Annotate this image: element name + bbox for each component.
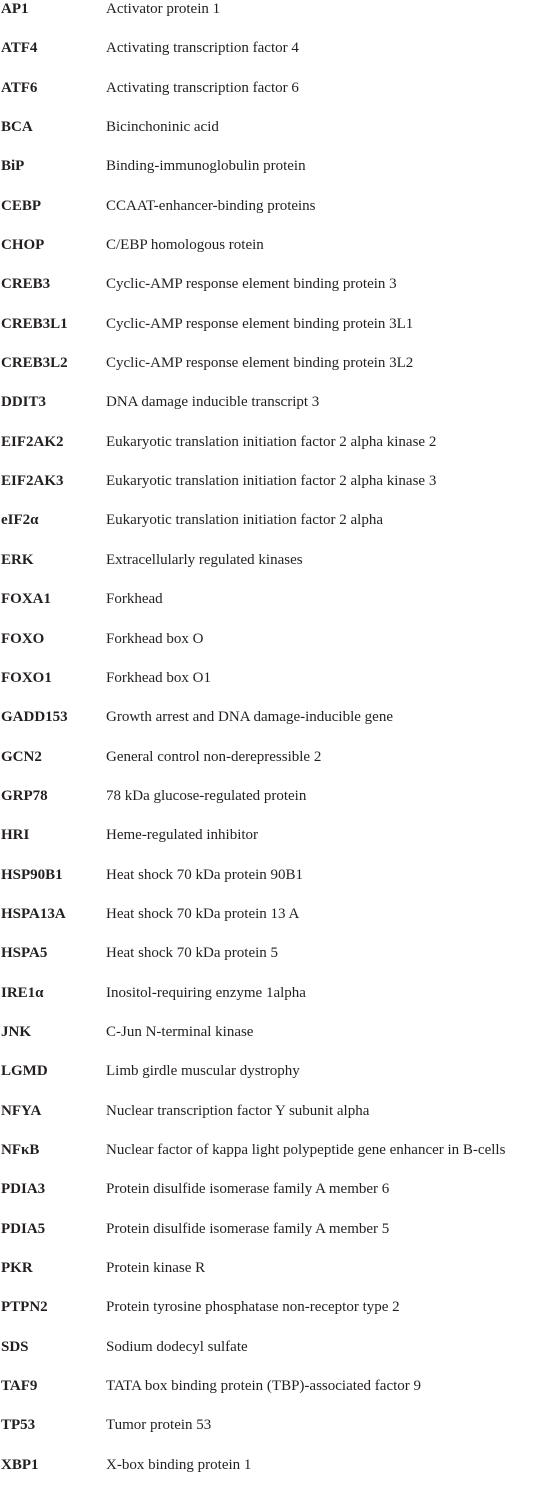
abbreviation-definition: Eukaryotic translation initiation factor 2 alpha kinase 3: [106, 473, 437, 490]
abbreviation-row: [0, 1416, 558, 1455]
abbreviation-row: [0, 79, 558, 118]
abbreviation-term: FOXO: [1, 630, 45, 647]
abbreviation-row: [0, 984, 558, 1023]
abbreviation-term: HSPA5: [1, 945, 48, 962]
abbreviation-definition: Forkhead box O1: [106, 669, 211, 686]
abbreviation-definition: Protein disulfide isomerase family A member 6: [106, 1181, 390, 1198]
abbreviation-term: EIF2AK3: [1, 473, 64, 490]
abbreviation-row: [0, 1102, 558, 1141]
abbreviation-definition: Cyclic-AMP response element binding protein 3L2: [106, 355, 414, 372]
abbreviation-definition: Forkhead: [106, 591, 163, 608]
abbreviation-row: [0, 787, 558, 826]
abbreviation-term: PTPN2: [1, 1299, 48, 1316]
abbreviation-term: DDIT3: [1, 394, 47, 411]
abbreviation-row: [0, 748, 558, 787]
abbreviation-term: HSP90B1: [1, 866, 63, 883]
abbreviation-definition: Eukaryotic translation initiation factor 2 alpha kinase 2: [106, 433, 437, 450]
abbreviation-definition: Sodium dodecyl sulfate: [106, 1338, 248, 1355]
abbreviation-term: PDIA3: [1, 1181, 46, 1198]
abbreviation-row: [0, 1180, 558, 1219]
abbreviation-definition: CCAAT-enhancer-binding proteins: [106, 197, 316, 214]
abbreviation-term: TAF9: [1, 1378, 38, 1395]
abbreviation-term: ATF6: [1, 79, 38, 96]
abbreviation-row: [0, 433, 558, 472]
abbreviation-row: [0, 1220, 558, 1259]
abbreviation-definition: Activator protein 1: [106, 1, 221, 17]
abbreviation-row: [0, 905, 558, 944]
abbreviation-term: CREB3: [1, 276, 51, 293]
abbreviation-definition: DNA damage inducible transcript 3: [106, 394, 320, 411]
abbreviation-definition: Nuclear factor of kappa light polypeptide gene enhancer in B-cells: [106, 1141, 506, 1158]
abbreviation-definition: X-box binding protein 1: [106, 1456, 252, 1473]
abbreviation-term: GADD153: [1, 709, 68, 726]
abbreviation-definition: Limb girdle muscular dystrophy: [106, 1063, 300, 1080]
abbreviation-term: AP1: [1, 1, 29, 17]
abbreviation-term: GRP78: [1, 787, 48, 804]
abbreviation-definition: Tumor protein 53: [106, 1417, 212, 1434]
abbreviation-term: ATF4: [1, 40, 38, 57]
abbreviation-definition: Activating transcription factor 6: [106, 79, 299, 96]
abbreviation-term: NFκB: [1, 1141, 40, 1158]
abbreviation-row: [0, 669, 558, 708]
abbreviation-row: [0, 944, 558, 983]
abbreviation-row: [0, 1338, 558, 1377]
abbreviation-definition: Inositol-requiring enzyme 1alpha: [106, 984, 306, 1001]
abbreviation-row: [0, 0, 558, 39]
abbreviation-definition: Eukaryotic translation initiation factor 2 alpha: [106, 512, 383, 529]
abbreviation-row: [0, 1023, 558, 1062]
abbreviation-definition: Heat shock 70 kDa protein 13 A: [106, 905, 300, 922]
abbreviation-definition: C-Jun N-terminal kinase: [106, 1023, 254, 1040]
abbreviation-term: NFYA: [1, 1102, 42, 1119]
abbreviation-row: [0, 472, 558, 511]
abbreviation-term: JNK: [1, 1023, 31, 1040]
abbreviation-row: [0, 511, 558, 550]
abbreviation-row: [0, 826, 558, 865]
abbreviation-definition: Cyclic-AMP response element binding protein 3L1: [106, 315, 414, 332]
abbreviation-row: [0, 236, 558, 275]
abbreviation-row: [0, 275, 558, 314]
abbreviation-definition: Nuclear transcription factor Y subunit alpha: [106, 1102, 370, 1119]
abbreviation-definition: General control non-derepressible 2: [106, 748, 322, 765]
abbreviation-term: PDIA5: [1, 1220, 46, 1237]
abbreviation-row: [0, 354, 558, 393]
abbreviation-definition: Protein tyrosine phosphatase non-receptor type 2: [106, 1299, 400, 1316]
abbreviation-row: [0, 157, 558, 196]
abbreviation-definition: C/EBP homologous rotein: [106, 237, 264, 254]
abbreviation-term: CEBP: [1, 197, 42, 214]
abbreviation-definition: Growth arrest and DNA damage-inducible gene: [106, 709, 393, 726]
abbreviation-definition: Cyclic-AMP response element binding protein 3: [106, 276, 397, 293]
abbreviation-term: BiP: [1, 158, 25, 175]
abbreviation-term: PKR: [1, 1260, 33, 1276]
abbreviation-term: FOXA1: [1, 591, 51, 608]
abbreviation-definition: 78 kDa glucose-regulated protein: [106, 787, 307, 804]
abbreviation-term: GCN2: [1, 748, 42, 765]
abbreviation-definition: Heat shock 70 kDa protein 5: [106, 945, 279, 962]
abbreviation-row: [0, 1259, 558, 1298]
abbreviation-row: [0, 866, 558, 905]
abbreviation-row: [0, 1141, 558, 1180]
abbreviation-row: [0, 551, 558, 590]
abbreviation-row: [0, 708, 558, 747]
abbreviation-definition: Binding-immunoglobulin protein: [106, 158, 306, 175]
abbreviation-row: [0, 590, 558, 629]
abbreviation-row: [0, 630, 558, 669]
abbreviation-term: LGMD: [1, 1063, 48, 1080]
abbreviation-definition: Extracellularly regulated kinases: [106, 551, 303, 568]
abbreviation-term: BCA: [1, 119, 33, 136]
abbreviation-term: CREB3L1: [1, 315, 68, 332]
abbreviation-term: HSPA13A: [1, 905, 66, 922]
abbreviation-definition: Protein kinase R: [106, 1260, 206, 1276]
abbreviation-definition: Heme-regulated inhibitor: [106, 827, 259, 844]
abbreviation-term: FOXO1: [1, 669, 52, 686]
abbreviation-term: TP53: [1, 1417, 36, 1434]
abbreviation-term: SDS: [1, 1338, 29, 1355]
abbreviation-definition: Forkhead box O: [106, 630, 204, 647]
abbreviation-definition: Activating transcription factor 4: [106, 40, 299, 57]
abbreviation-term: CREB3L2: [1, 355, 68, 372]
abbreviation-term: ERK: [1, 551, 34, 568]
abbreviation-row: [0, 1456, 558, 1495]
abbreviation-term: EIF2AK2: [1, 433, 64, 450]
abbreviation-term: XBP1: [1, 1456, 39, 1473]
abbreviation-row: [0, 315, 558, 354]
abbreviation-definition: Protein disulfide isomerase family A member 5: [106, 1220, 390, 1237]
abbreviation-term: HRI: [1, 827, 30, 844]
abbreviation-row: [0, 39, 558, 78]
abbreviation-definition: Heat shock 70 kDa protein 90B1: [106, 866, 304, 883]
abbreviation-definition: TATA box binding protein (TBP)-associated factor 9: [106, 1378, 422, 1395]
abbreviation-term: IRE1α: [1, 984, 44, 1001]
abbreviation-term: eIF2α: [1, 512, 39, 529]
abbreviation-row: [0, 197, 558, 236]
abbreviation-row: [0, 1298, 558, 1337]
abbreviation-row: [0, 118, 558, 157]
abbreviation-row: [0, 393, 558, 432]
abbreviation-definition: Bicinchoninic acid: [106, 119, 219, 136]
abbreviation-term: CHOP: [1, 237, 45, 254]
abbreviation-row: [0, 1377, 558, 1416]
abbreviation-row: [0, 1062, 558, 1101]
